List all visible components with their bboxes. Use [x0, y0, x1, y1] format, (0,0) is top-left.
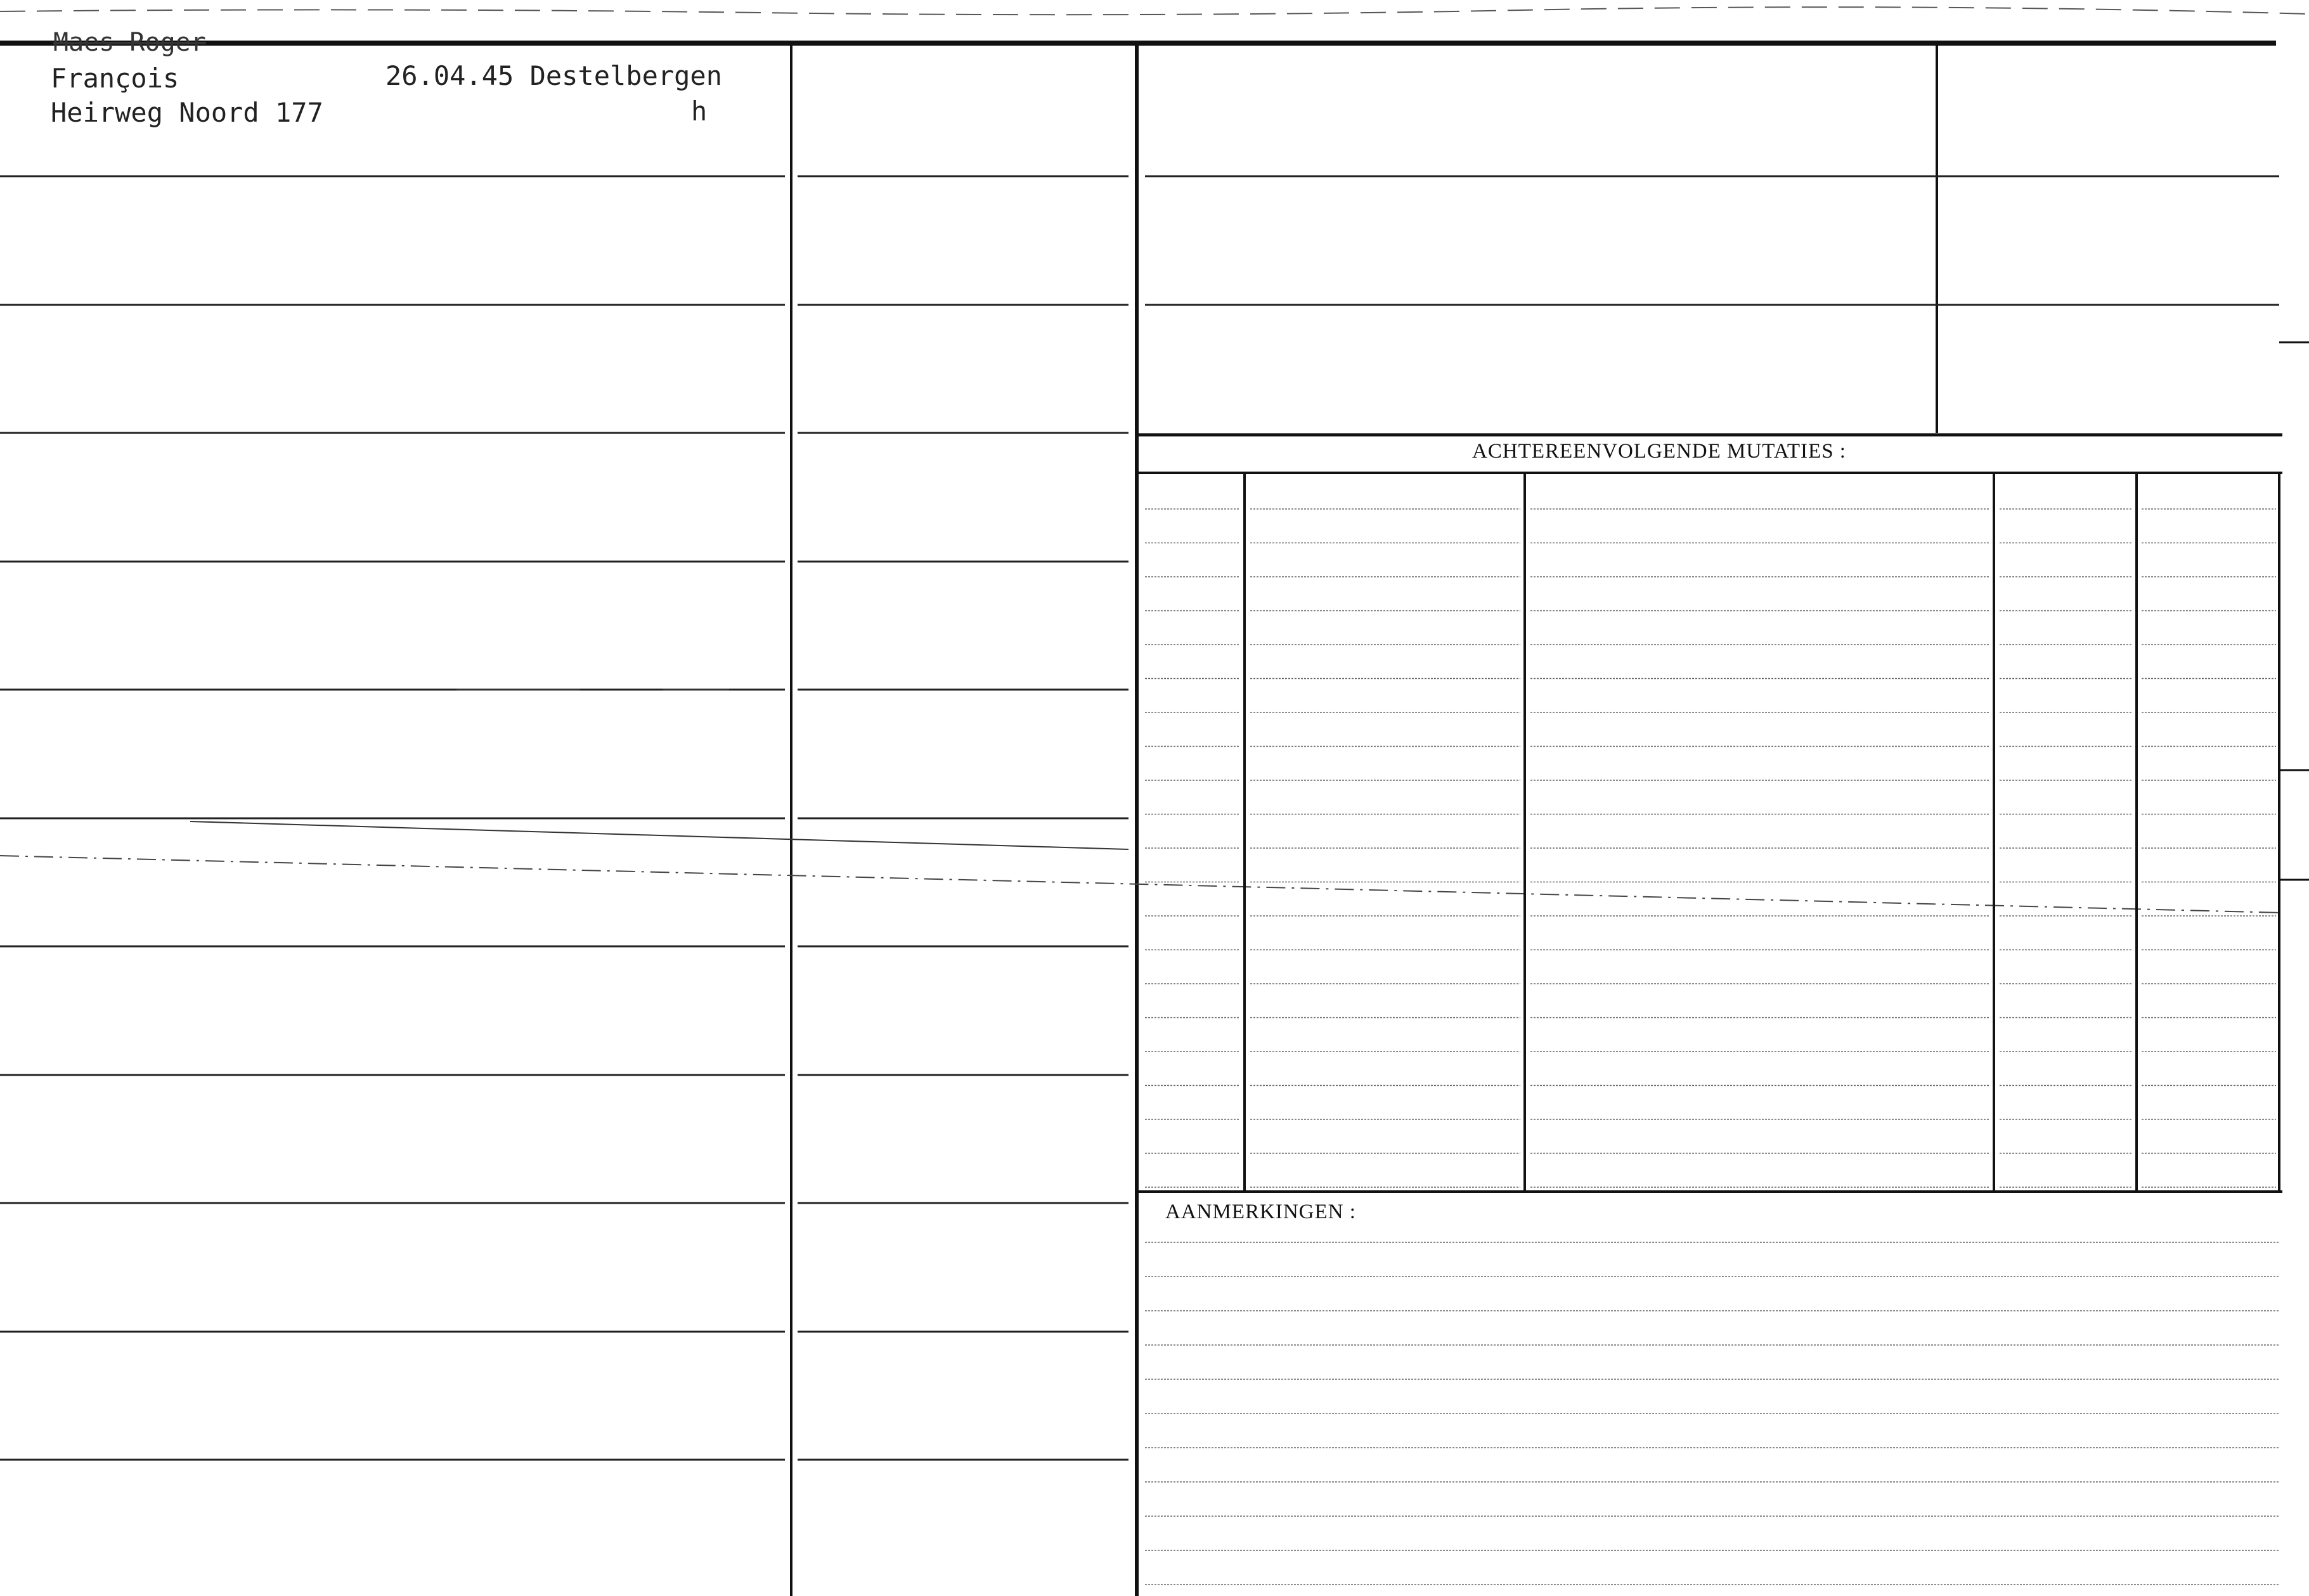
record-first-name: François — [51, 63, 179, 94]
record-address: Heirweg Noord 177 — [51, 97, 323, 128]
remarks-heading: AANMERKINGEN : — [1165, 1200, 1356, 1223]
mutations-heading: ACHTEREENVOLGENDE MUTATIES : — [1472, 440, 1846, 463]
record-birth: 26.04.45 Destelbergen — [385, 60, 723, 91]
record-surname-struck: Maes Roger — [53, 28, 206, 57]
record-mark: h — [691, 96, 708, 127]
